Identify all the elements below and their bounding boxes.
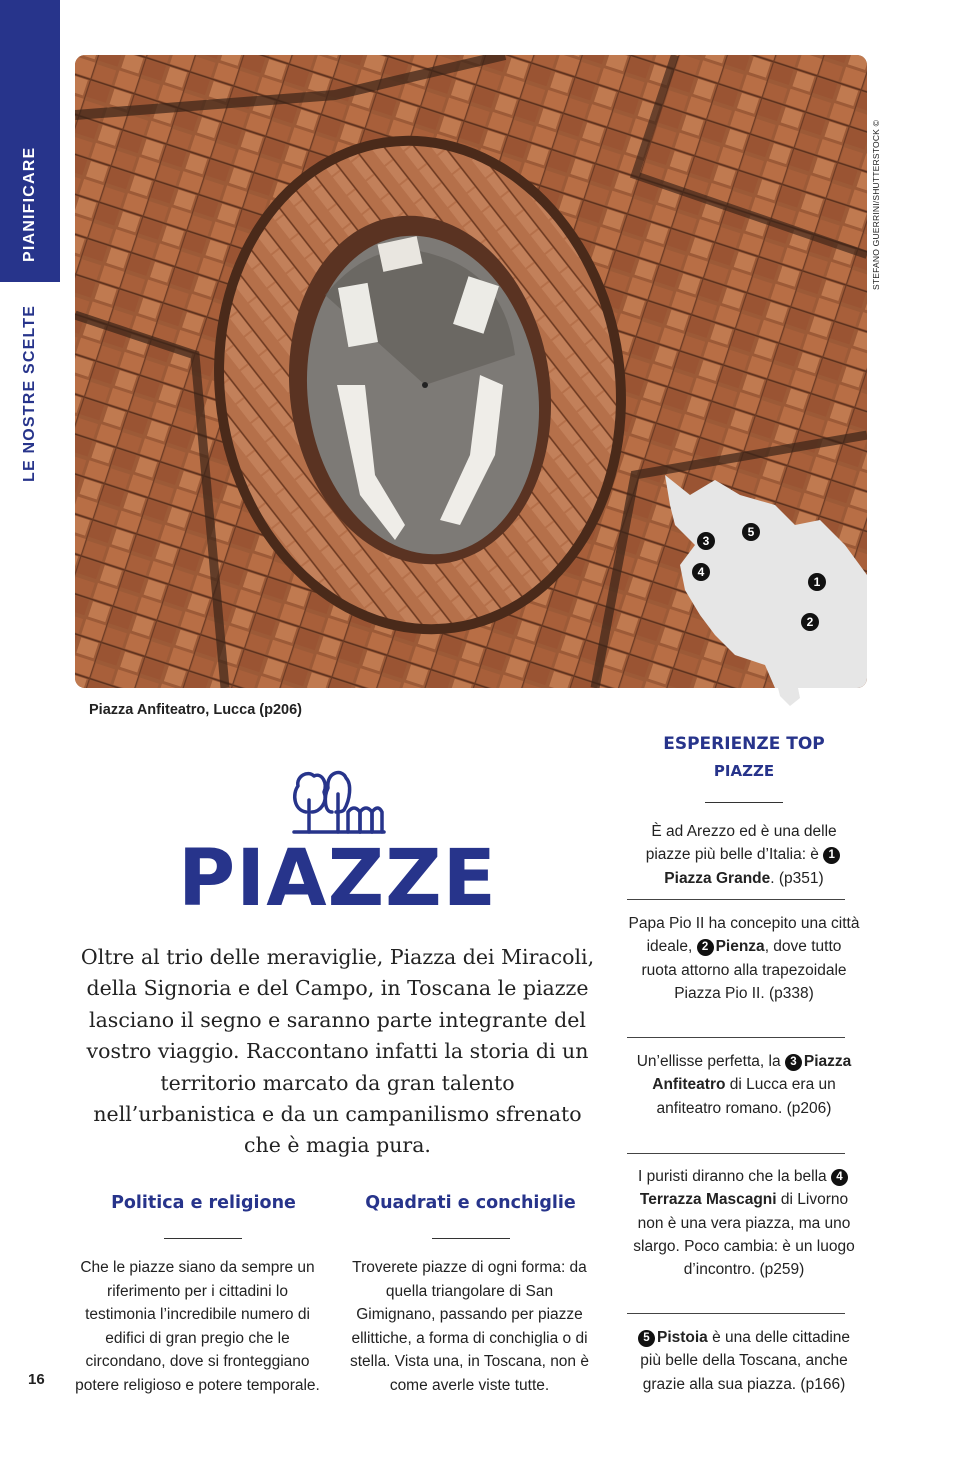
map-marker-2: 2 xyxy=(801,613,819,631)
column-divider-1 xyxy=(164,1238,242,1239)
square-with-trees-icon xyxy=(288,760,388,838)
top-item-2-name: Pienza xyxy=(715,938,765,956)
top-item-separator xyxy=(627,1153,845,1154)
top-item-4: I puristi diranno che la bella 4Terrazza Mascagni di Livorno non è una vera piazza, ma uno slargo. Poco cambia: è un luogo d’incontro. (p259) xyxy=(633,1168,855,1279)
photo-credit: STEFANO GUERRINI/SHUTTERSTOCK © xyxy=(871,119,881,290)
top-item-1-name: Piazza Grande xyxy=(664,869,771,887)
map-marker-4: 4 xyxy=(692,563,710,581)
top-experiences-title: ESPERIENZE TOP xyxy=(663,734,825,754)
top-item-separator xyxy=(627,899,845,900)
top-experiences-divider xyxy=(705,802,783,803)
chapter-label: LE NOSTRE SCELTE xyxy=(21,304,38,482)
top-item-3-name: Piazza Anfiteatro xyxy=(652,1053,852,1094)
page-title: PIAZZE xyxy=(178,834,497,924)
top-item-4-name: Terrazza Mascagni xyxy=(639,1191,777,1209)
piazza-anfiteatro-aerial-image xyxy=(75,55,867,688)
number-badge-4: 4 xyxy=(831,1169,848,1186)
column-divider-2 xyxy=(432,1238,510,1239)
intro-paragraph: Oltre al trio delle meraviglie, Piazza dei Miracoli, della Signoria e del Campo, in Toscana le piazze lasciano il segno e saranno parte integrante del vostro viaggio. Raccontano infatti la storia di un territorio marcato da gran talento nell’urbanistica e da un campanilismo sfrenato che è magia pura. xyxy=(80,945,595,1158)
number-badge-3: 3 xyxy=(785,1054,802,1071)
column-text-2: Troverete piazze di ogni forma: da quella triangolare di San Gimignano, passando per piazze ellittiche, a forma di conchiglia o di stella. Vista una, in Toscana, non è come averle viste tutte. xyxy=(350,1259,589,1394)
top-item-separator xyxy=(627,1313,845,1314)
top-item-5: 5 Pistoia è una delle cittadine più belle della Toscana, anche grazie alla sua piazza. (p166) xyxy=(627,1326,861,1396)
map-marker-1: 1 xyxy=(808,573,826,591)
top-item-separator xyxy=(627,1037,845,1038)
column-heading-2: Quadrati e conchiglie xyxy=(365,1193,576,1213)
top-item-3: Un’ellisse perfetta, la 3 Piazza Anfiteatro di Lucca era un anfiteatro romano. (p206) xyxy=(636,1053,852,1117)
number-badge-1: 1 xyxy=(823,847,840,864)
map-marker-5: 5 xyxy=(742,523,760,541)
top-experiences-subtitle: PIAZZE xyxy=(713,762,775,780)
section-tab-label: PIANIFICARE xyxy=(21,146,38,262)
top-item-2: Papa Pio II ha concepito una città ideale, 2 Pienza, dove tutto ruota attorno alla trapezoidale Piazza Pio II. (p338) xyxy=(628,915,860,1002)
column-heading-1: Politica e religione xyxy=(111,1193,296,1213)
top-item-5-name: Pistoia xyxy=(656,1329,708,1346)
top-item-1: È ad Arezzo ed è una delle piazze più belle d’Italia: è 1Piazza Grande. (p351) xyxy=(627,820,861,890)
number-badge-2: 2 xyxy=(697,939,714,956)
number-badge-5: 5 xyxy=(638,1330,655,1347)
page-number: 16 xyxy=(28,1371,45,1388)
map-marker-3: 3 xyxy=(697,532,715,550)
map-overflow xyxy=(778,688,838,718)
photo-caption: Piazza Anfiteatro, Lucca (p206) xyxy=(89,702,302,718)
aerial-photo xyxy=(75,55,867,688)
column-text-1: Che le piazze siano da sempre un riferimento per i cittadini lo testimonia l’incredibile numero di edifici di gran pregio che le circondano, dove si fronteggiano potere religioso e potere temporale. xyxy=(75,1259,320,1394)
